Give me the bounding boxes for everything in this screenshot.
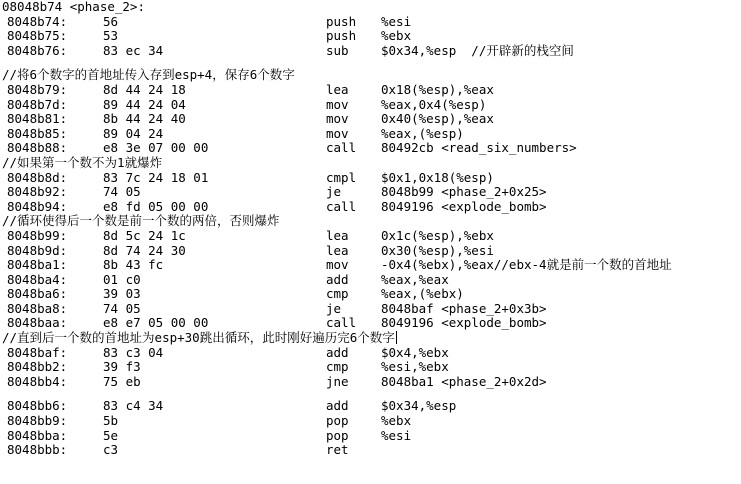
instruction-operands: %eax,(%ebx) [381, 286, 464, 302]
instruction-mnemonic: lea [326, 227, 349, 243]
instruction-mnemonic: lea [326, 242, 349, 258]
comment-text: //如果第一个数不为1就爆炸 [2, 154, 163, 170]
instruction-address: 8048b99: [7, 227, 68, 243]
instruction-line [0, 185, 741, 200]
instruction-address: 8048b75: [7, 28, 68, 44]
comment-line [0, 331, 741, 346]
instruction-bytes: 74 05 [103, 300, 141, 316]
comment-text: //将6个数字的首地址传入存到esp+4，保存6个数字 [2, 67, 295, 83]
instruction-mnemonic: call [326, 198, 357, 214]
instruction-operands: %ebx [381, 413, 412, 429]
instruction-bytes: 8b 44 24 40 [103, 111, 186, 127]
instruction-address: 8048b7d: [7, 96, 68, 112]
instruction-bytes: 5e [103, 427, 119, 443]
instruction-operands: 8049196 <explode_bomb> [381, 315, 547, 331]
instruction-bytes: 8d 74 24 30 [103, 242, 186, 258]
instruction-line [0, 316, 741, 331]
instruction-mnemonic: mov [326, 111, 349, 127]
instruction-operands: 8049196 <explode_bomb> [381, 198, 547, 214]
instruction-address: 8048ba1: [7, 257, 68, 273]
instruction-bytes: 83 c4 34 [103, 398, 164, 414]
instruction-operands: 0x40(%esp),%eax [381, 111, 494, 127]
instruction-address: 8048ba4: [7, 271, 68, 287]
instruction-line [0, 98, 741, 113]
instruction-address: 8048bb6: [7, 398, 68, 414]
instruction-operands: -0x4(%ebx),%eax//ebx-4就是前一个数的首地址 [381, 257, 672, 273]
instruction-address: 8048bb4: [7, 373, 68, 389]
instruction-operands: %eax,%eax [381, 271, 449, 287]
instruction-line [0, 302, 741, 317]
instruction-address: 8048b8d: [7, 169, 68, 185]
instruction-address: 8048b81: [7, 111, 68, 127]
instruction-line [0, 287, 741, 302]
instruction-operands: %esi [381, 427, 412, 443]
instruction-mnemonic: lea [326, 81, 349, 97]
instruction-mnemonic: cmp [326, 359, 349, 375]
instruction-bytes: e8 3e 07 00 00 [103, 140, 209, 156]
instruction-address: 8048ba8: [7, 300, 68, 316]
instruction-mnemonic: add [326, 271, 349, 287]
instruction-mnemonic: sub [326, 42, 349, 58]
instruction-operands: 8048baf <phase_2+0x3b> [381, 300, 547, 316]
instruction-line [0, 44, 741, 59]
instruction-address: 8048b88: [7, 140, 68, 156]
instruction-mnemonic: ret [326, 442, 349, 458]
function-header-line [0, 0, 741, 15]
comment-text: //直到后一个数的首地址为esp+30跳出循环，此时刚好遍历完6个数字 [2, 330, 395, 346]
instruction-line [0, 171, 741, 186]
instruction-address: 8048b92: [7, 184, 68, 200]
instruction-line [0, 15, 741, 30]
instruction-bytes: 53 [103, 28, 119, 44]
instruction-line [0, 346, 741, 361]
instruction-mnemonic: call [326, 140, 357, 156]
instruction-bytes: 5b [103, 413, 119, 429]
instruction-bytes: 83 c3 04 [103, 344, 164, 360]
instruction-mnemonic: cmpl [326, 169, 357, 185]
instruction-mnemonic: add [326, 344, 349, 360]
instruction-operands: $0x34,%esp //开辟新的栈空间 [381, 42, 574, 58]
instruction-operands: 0x18(%esp),%eax [381, 81, 494, 97]
instruction-bytes: c3 [103, 442, 119, 458]
instruction-bytes: 56 [103, 13, 119, 29]
instruction-line [0, 112, 741, 127]
instruction-mnemonic: pop [326, 413, 349, 429]
instruction-operands: 8048ba1 <phase_2+0x2d> [381, 373, 547, 389]
instruction-address: 8048baf: [7, 344, 68, 360]
instruction-line [0, 29, 741, 44]
instruction-bytes: 89 44 24 04 [103, 96, 186, 112]
instruction-bytes: 74 05 [103, 184, 141, 200]
instruction-mnemonic: pop [326, 427, 349, 443]
instruction-bytes: 75 eb [103, 373, 141, 389]
instruction-bytes: 8b 43 fc [103, 257, 164, 273]
instruction-address: 8048b74: [7, 13, 68, 29]
instruction-mnemonic: mov [326, 125, 349, 141]
instruction-address: 8048bbb: [7, 442, 68, 458]
instruction-operands: $0x4,%ebx [381, 344, 449, 360]
instruction-line [0, 273, 741, 288]
instruction-line [0, 429, 741, 444]
instruction-operands: $0x34,%esp [381, 398, 457, 414]
instruction-operands: %eax,0x4(%esp) [381, 96, 487, 112]
instruction-mnemonic: call [326, 315, 357, 331]
instruction-address: 8048b85: [7, 125, 68, 141]
instruction-line [0, 258, 741, 273]
instruction-address: 8048b79: [7, 81, 68, 97]
instruction-mnemonic: mov [326, 96, 349, 112]
instruction-address: 8048ba6: [7, 286, 68, 302]
instruction-bytes: 39 03 [103, 286, 141, 302]
instruction-mnemonic: push [326, 28, 357, 44]
instruction-operands: %esi,%ebx [381, 359, 449, 375]
instruction-bytes: e8 e7 05 00 00 [103, 315, 209, 331]
instruction-address: 8048b9d: [7, 242, 68, 258]
instruction-mnemonic: je [326, 300, 342, 316]
instruction-operands: 8048b99 <phase_2+0x25> [381, 184, 547, 200]
instruction-bytes: 83 ec 34 [103, 42, 164, 58]
instruction-mnemonic: cmp [326, 286, 349, 302]
instruction-address: 8048b94: [7, 198, 68, 214]
instruction-operands: %eax,(%esp) [381, 125, 464, 141]
instruction-mnemonic: jne [326, 373, 349, 389]
function-header: 08048b74 <phase_2>: [2, 0, 145, 14]
instruction-line [0, 399, 741, 414]
instruction-address: 8048bb2: [7, 359, 68, 375]
comment-line [0, 68, 741, 83]
instruction-line [0, 360, 741, 375]
instruction-address: 8048b76: [7, 42, 68, 58]
instruction-line [0, 229, 741, 244]
instruction-address: 8048bba: [7, 427, 68, 443]
comment-text: //循环使得后一个数是前一个数的两倍，否则爆炸 [2, 213, 280, 229]
instruction-mnemonic: add [326, 398, 349, 414]
instruction-operands: $0x1,0x18(%esp) [381, 169, 494, 185]
instruction-operands: 0x30(%esp),%esi [381, 242, 494, 258]
instruction-line [0, 83, 741, 98]
instruction-mnemonic: je [326, 184, 342, 200]
disassembly-lines [0, 15, 741, 458]
instruction-bytes: e8 fd 05 00 00 [103, 198, 209, 214]
instruction-bytes: 39 f3 [103, 359, 141, 375]
instruction-operands: 0x1c(%esp),%ebx [381, 227, 494, 243]
instruction-line [0, 200, 741, 215]
instruction-line [0, 414, 741, 429]
instruction-mnemonic: push [326, 13, 357, 29]
instruction-line [0, 443, 741, 458]
comment-line [0, 156, 741, 171]
instruction-bytes: 01 c0 [103, 271, 141, 287]
instruction-address: 8048bb9: [7, 413, 68, 429]
instruction-operands: %ebx [381, 28, 412, 44]
instruction-operands: 80492cb <read_six_numbers> [381, 140, 577, 156]
instruction-operands: %esi [381, 13, 412, 29]
instruction-line [0, 127, 741, 142]
instruction-bytes: 8d 5c 24 1c [103, 227, 186, 243]
text-cursor [396, 331, 397, 344]
instruction-mnemonic: mov [326, 257, 349, 273]
instruction-bytes: 83 7c 24 18 01 [103, 169, 209, 185]
instruction-bytes: 89 04 24 [103, 125, 164, 141]
instruction-line [0, 141, 741, 156]
instruction-bytes: 8d 44 24 18 [103, 81, 186, 97]
comment-line [0, 214, 741, 229]
instruction-address: 8048baa: [7, 315, 68, 331]
instruction-line [0, 244, 741, 259]
instruction-line [0, 375, 741, 390]
